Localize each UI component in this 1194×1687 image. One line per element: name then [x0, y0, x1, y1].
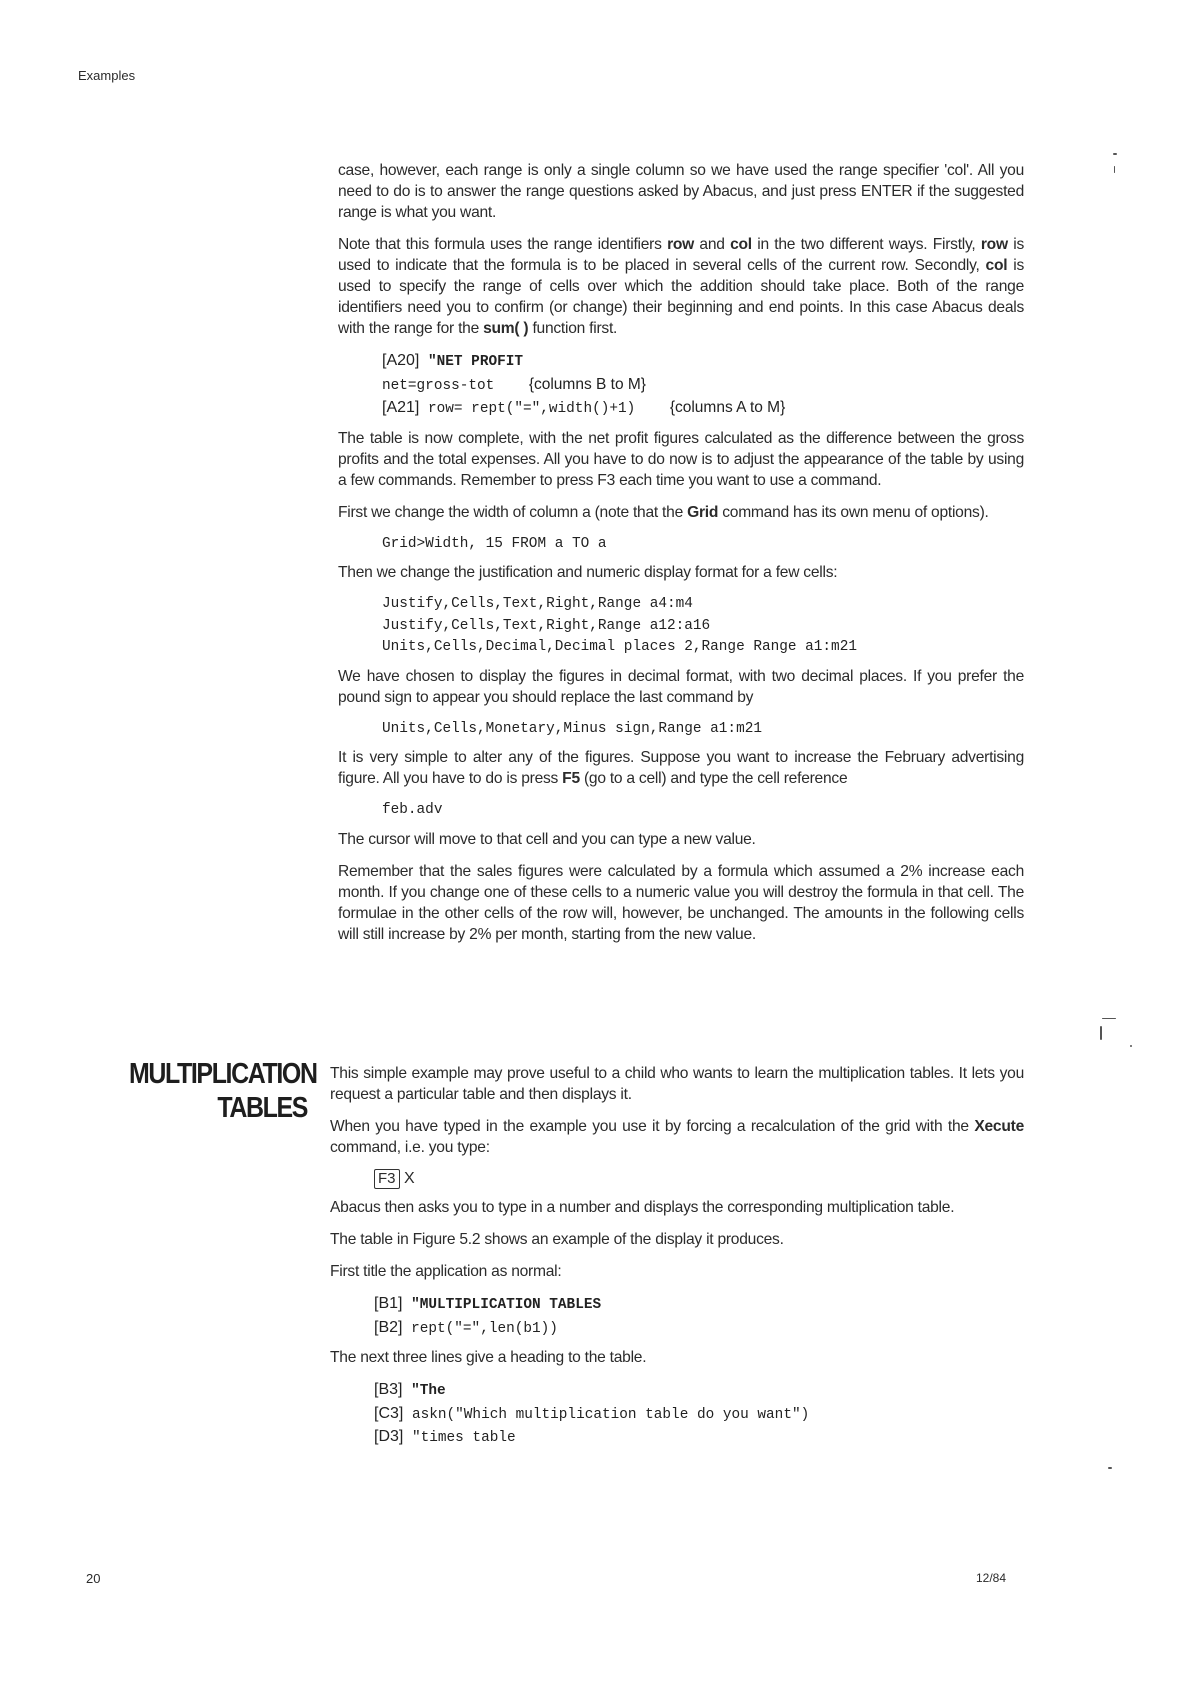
page-date: 12/84: [976, 1571, 1007, 1585]
code-block: feb.adv: [382, 802, 443, 818]
paragraph: Note that this formula uses the range identifiers row and col in the two different ways. Firstly, row is used to indicate that the formula is to be placed in several cells of the current row. Secondly, col is used to specify the range of cells over which the addition should take place. Both of the range identifiers need you to confirm (or change) their beginning and end points. In this case Abacus deals with the range for the sum( ) function first.: [338, 236, 1025, 337]
scan-speck: [1102, 1018, 1116, 1019]
key-instruction: F3 X: [374, 1169, 1024, 1189]
paragraph: Abacus then asks you to type in a number and displays the corresponding multiplication table.: [330, 1199, 955, 1216]
keyword-xecute: Xecute: [974, 1118, 1024, 1135]
paragraph: First we change the width of column a (note that the Grid command has its own menu of options).: [338, 503, 989, 521]
code-block: Grid>Width, 15 FROM a TO a: [382, 535, 607, 552]
f3-key-icon: F3: [374, 1169, 400, 1189]
paragraph: We have chosen to display the figures in decimal format, with two decimal places. If you prefer the pound sign to appear you should replace the last command by: [338, 667, 1024, 706]
paragraph: The next three lines give a heading to the table.: [330, 1349, 647, 1366]
code-block: [B1] "MULTIPLICATION TABLES [B2] rept("=",len(b1)): [374, 1295, 602, 1337]
code-block: [B3] "The [C3] askn("Which multiplication table do you want") [D3] "times table: [374, 1381, 810, 1446]
paragraph: Then we change the justification and numeric display format for a few cells:: [338, 564, 838, 581]
keyword-row: row: [667, 236, 695, 253]
keyword-f5: F5: [562, 770, 580, 787]
code-block: Units,Cells,Monetary,Minus sign,Range a1:m21: [382, 720, 762, 737]
paragraph: This simple example may prove useful to a child who wants to learn the multiplication tables. It lets you request a particular table and then displays it.: [330, 1065, 1024, 1103]
main-text-column: [338, 160, 1024, 956]
code-block: Justify,Cells,Text,Right,Range a4:m4 Justify,Cells,Text,Right,Range a12:a16 Units,Cells,Decimal,Decimal places 2,Range Range a1:m21: [382, 596, 857, 655]
keyword-col: col: [730, 236, 752, 253]
scan-speck: [1114, 166, 1115, 173]
keyword-row: row: [980, 236, 1008, 253]
code-block: [A20] "NET PROFIT net=gross-tot {columns B to M} [A21] row= rept("=",width()+1) {columns A to M}: [382, 352, 786, 417]
page-number: 20: [86, 1571, 101, 1586]
scan-speck: [1113, 153, 1117, 155]
scan-speck: [1130, 1045, 1132, 1047]
paragraph: The table is now complete, with the net profit figures calculated as the difference between the gross profits and the total expenses. All you have to do now is to adjust the appearance of the table by using a few commands. Remember to press F3 each time you want to use a command.: [338, 429, 1024, 489]
keyword-grid: Grid: [687, 503, 719, 521]
paragraph: When you have typed in the example you use it by forcing a recalculation of the grid with the Xecute command, i.e. you type:: [330, 1118, 1024, 1156]
section-heading: MULTIPLICATION TABLES: [128, 1058, 317, 1124]
keyword-col: col: [985, 257, 1008, 274]
paragraph: case, however, each range is only a single column so we have used the range specifier 'col'. All you need to do is to answer the range questions asked by Abacus, and just press ENTER if the suggested range is what you want.: [338, 162, 1024, 221]
paragraph: The table in Figure 5.2 shows an example of the display it produces.: [330, 1231, 784, 1248]
running-header: Examples: [78, 68, 136, 83]
scan-speck: [1108, 1467, 1112, 1469]
paragraph: Remember that the sales figures were calculated by a formula which assumed a 2% increase each month. If you change one of these cells to a numeric value you will destroy the formula in that cell. The formulae in the other cells of the row will, however, be unchanged. The amounts in the following cells will still increase by 2% per month, starting from the new value.: [338, 862, 1024, 943]
section-text-column: [330, 1063, 1024, 1457]
scan-speck: [1100, 1026, 1102, 1040]
paragraph: It is very simple to alter any of the figures. Suppose you want to increase the February advertising figure. All you have to do is press F5 (go to a cell) and type the cell reference: [338, 749, 1024, 787]
keyword-sum: sum( ): [483, 320, 529, 337]
paragraph: The cursor will move to that cell and you can type a new value.: [338, 830, 756, 848]
paragraph: First title the application as normal:: [330, 1263, 562, 1280]
